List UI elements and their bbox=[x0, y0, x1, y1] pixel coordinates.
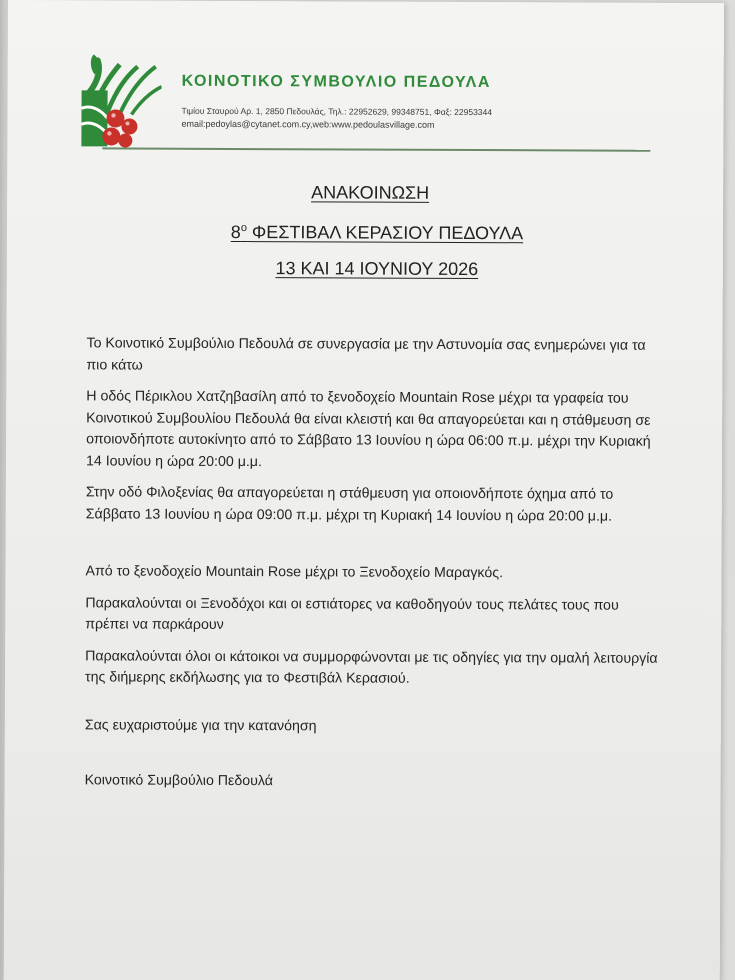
cherry-logo-icon bbox=[79, 52, 161, 148]
paragraph-road-closure: Η οδός Πέρικλου Χατζηβασίλη από το ξενοδοχείο Mountain Rose μέχρι τα γραφεία του Κοινοτικού Συμβουλίου Πεδουλά θα είναι κλειστή και θα απαγορεύεται και η στάθμευση σε οποιονδήποτε αυτοκίνητο από το Σάββατο 13 Ιουνίου η ώρα 06:00 π.μ. μέχρι την Κυριακή 14 Ιουνίου η ώρα 20:00 μ.μ. bbox=[85, 388, 651, 470]
letterhead bbox=[79, 52, 649, 154]
announcement-title: ΑΝΑΚΟΙΝΩΣΗ bbox=[311, 182, 430, 203]
festival-name: ΦΕΣΤΙΒΑΛ ΚΕΡΑΣΙΟΥ ΠΕΔΟΥΛΑ bbox=[246, 222, 524, 244]
document-page bbox=[4, 0, 724, 980]
festival-title bbox=[77, 216, 677, 245]
org-contact: email:pedoylas@cytanet.com.cy,web:www.pedoulasvillage.com bbox=[181, 118, 435, 130]
org-name: ΚΟΙΝΟΤΙΚΟ ΣΥΜΒΟΥΛΙΟ ΠΕΔΟΥΛΑ bbox=[181, 72, 491, 92]
title-block bbox=[77, 180, 677, 295]
festival-number: 8 bbox=[230, 221, 241, 243]
paragraph-route: Από το ξενοδοχείο Mountain Rose μέχρι το Ξενοδοχείο Μαραγκός. bbox=[85, 563, 504, 582]
announcement-body bbox=[85, 333, 667, 804]
paragraph-parking-ban: Στην οδό Φιλοξενίας θα απαγορεύεται η στάθμευση για οποιονδήποτε όχημα από το Σάββατο 13 Ιουνίου η ώρα 09:00 π.μ. μέχρι τη Κυριακή 14 Ιουνίου η ώρα 20:00 μ.μ. bbox=[85, 484, 614, 525]
paragraph-residents: Παρακαλούνται όλοι οι κάτοικοι να συμμορφώνονται με τις οδηγίες για την ομαλή λειτουργία της διήμερης εκδήλωσης για το Φεστιβάλ Κερασιού. bbox=[85, 647, 658, 687]
org-address: Τιμίου Σταυρού Αρ. 1, 2850 Πεδουλάς, Τηλ.: 22952629, 99348751, Φαξ: 22953344 bbox=[181, 105, 493, 118]
signature: Κοινοτικό Συμβούλιο Πεδουλά bbox=[84, 772, 274, 790]
festival-ordinal: ο bbox=[240, 222, 247, 235]
paragraph-hoteliers: Παρακαλούνται οι Ξενοδόχοι και οι εστιάτορες να καθοδηγούν τους πελάτες τους που πρέπει να παρκάρουν bbox=[85, 594, 619, 633]
paragraph-intro: Το Κοινοτικό Συμβούλιο Πεδουλά σε συνεργασία με την Αστυνομία σας ενημερώνει για τα πιο κάτω bbox=[86, 335, 646, 374]
thanks-line: Σας ευχαριστούμε για την κατανόηση bbox=[84, 716, 317, 734]
festival-dates: 13 ΚΑΙ 14 ΙΟΥΝΙΟΥ 2026 bbox=[275, 258, 479, 280]
